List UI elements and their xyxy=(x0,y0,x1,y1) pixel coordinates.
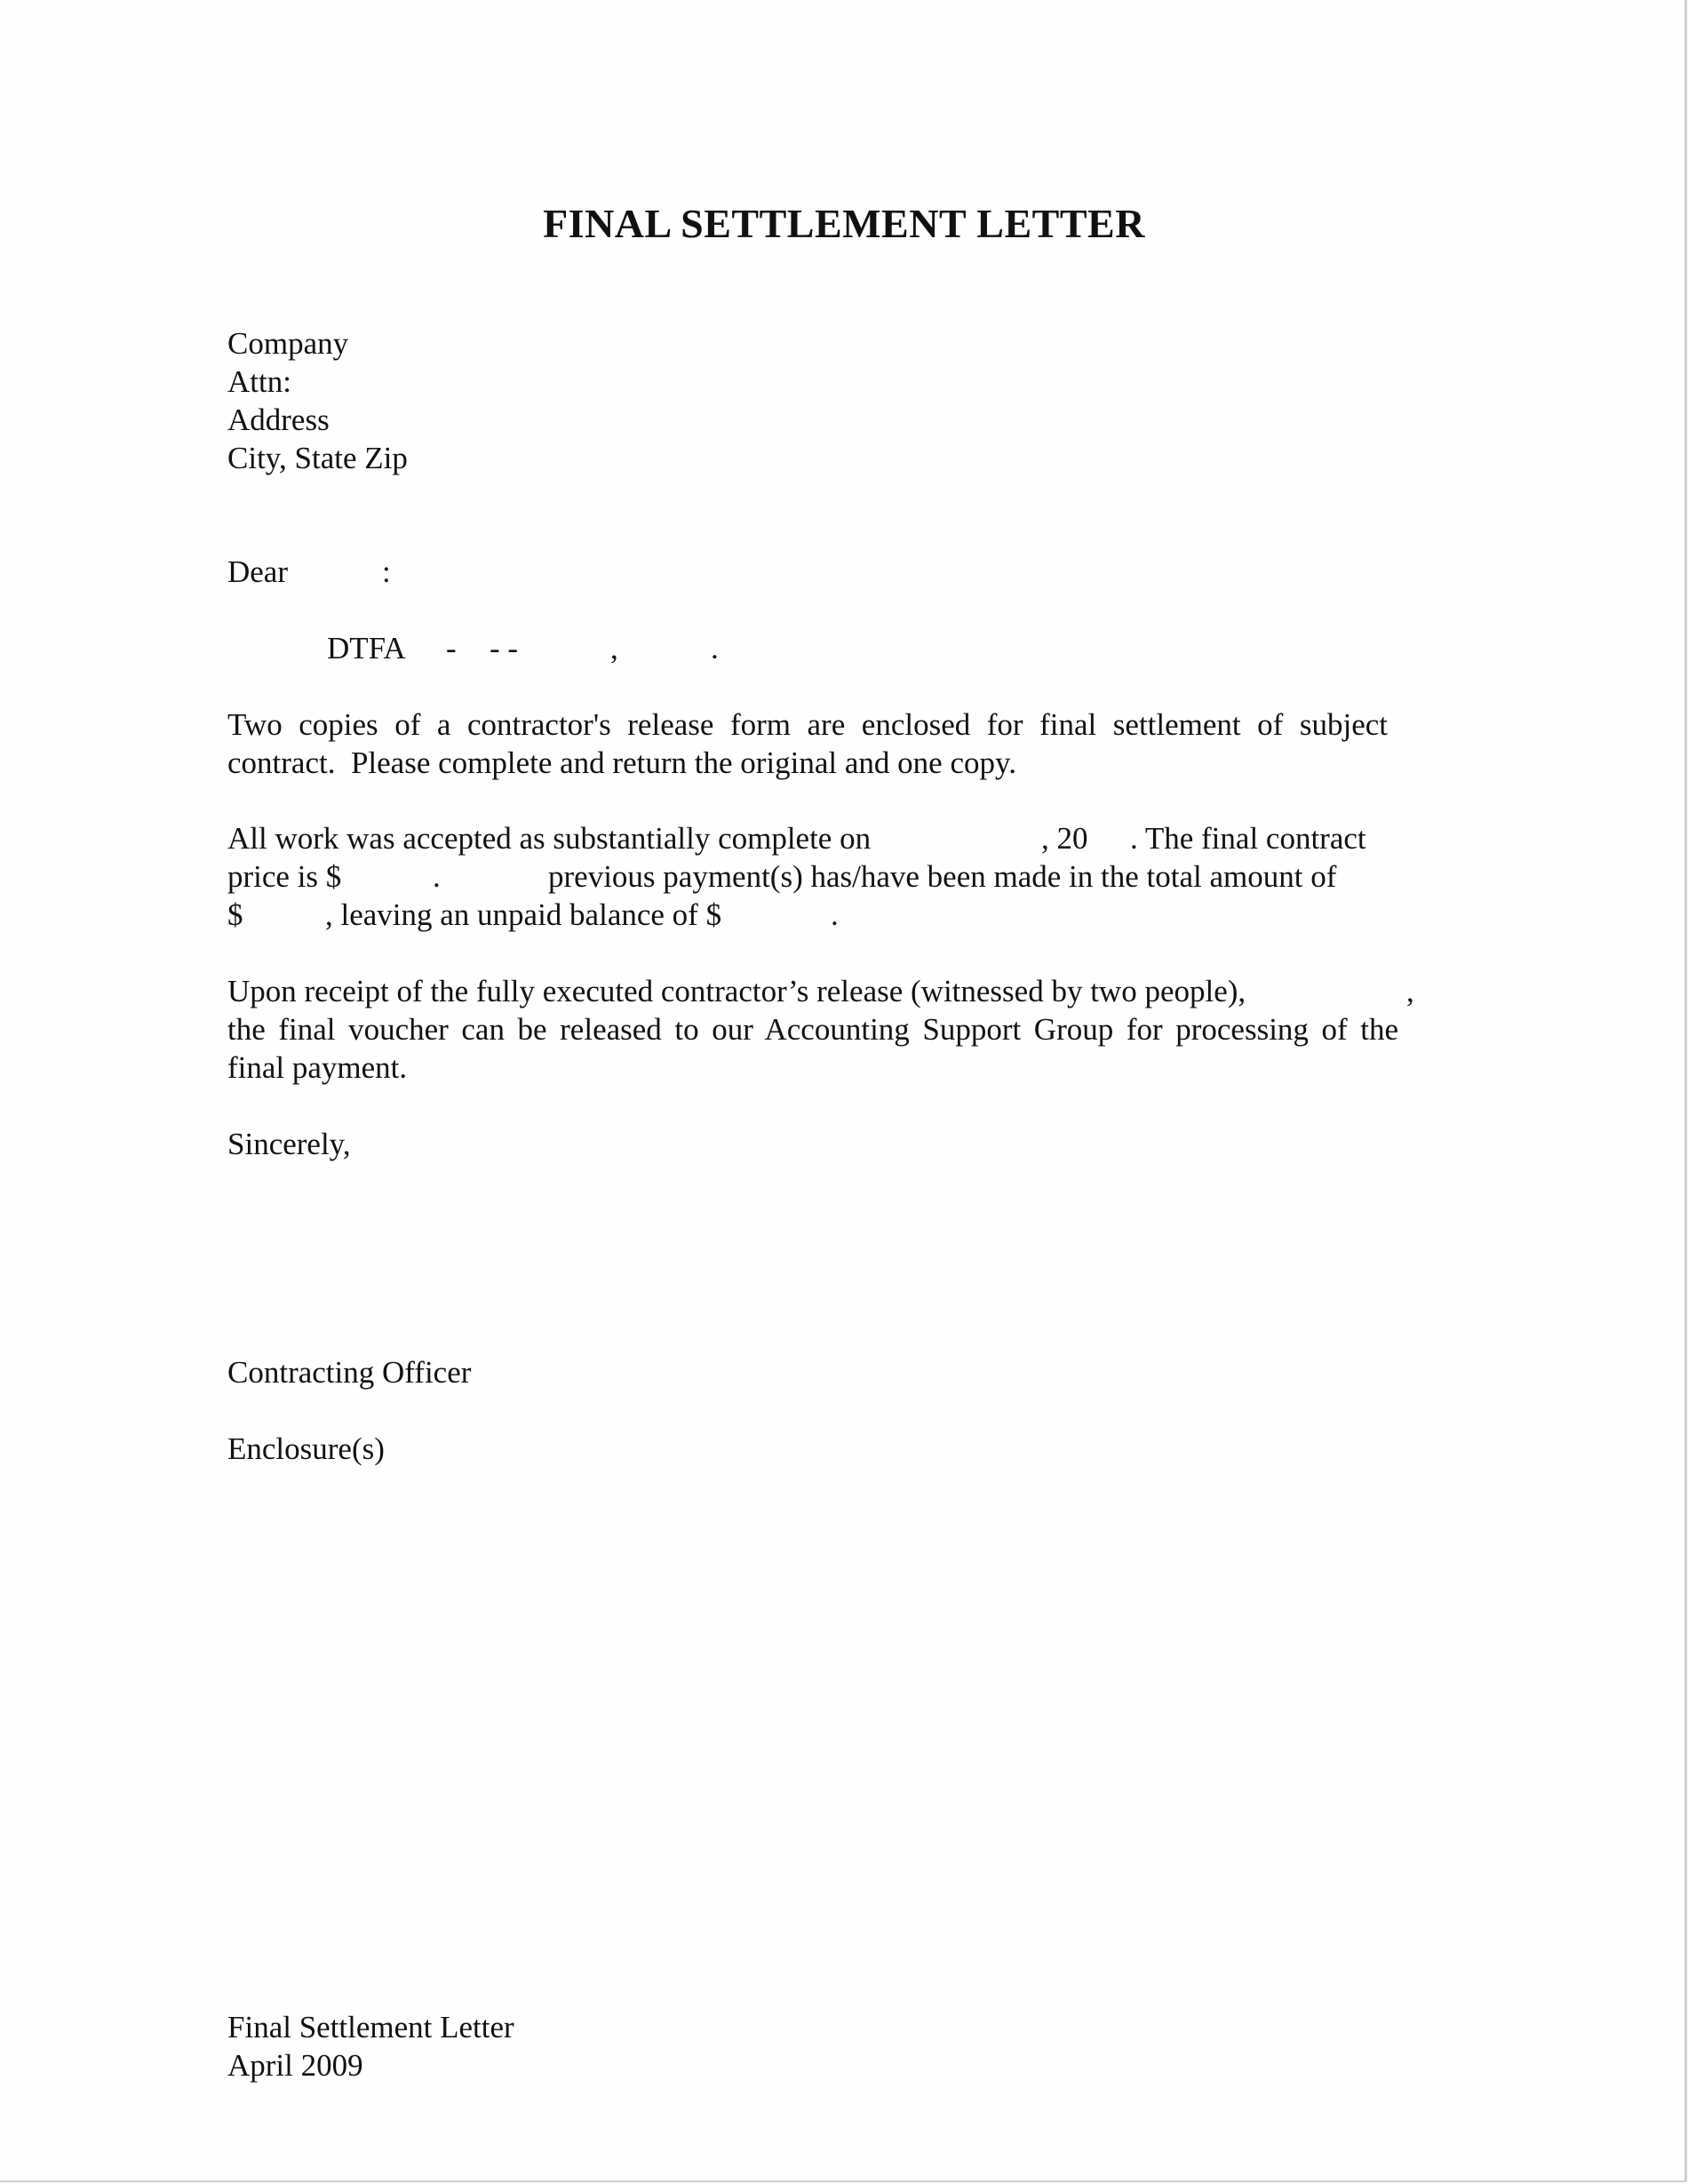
address-street: Address xyxy=(227,403,330,437)
paragraph-3-line-2: the final voucher can be released to our Accounting Support Group for processing of the xyxy=(227,1012,1398,1047)
paragraph-3-line-1b: , xyxy=(1406,974,1414,1008)
subject-prefix: DTFA xyxy=(327,631,406,666)
paragraph-1-line-1: Two copies of a contractor's release form are enclosed for final settlement of subject xyxy=(227,707,1388,742)
salutation-dear: Dear xyxy=(227,554,289,589)
subject-period: . xyxy=(711,631,719,666)
paragraph-2-line-2c: previous payment(s) has/have been made in the total amount of xyxy=(548,859,1337,894)
paragraph-1-line-2: contract. Please complete and return the original and one copy. xyxy=(227,745,1016,780)
enclosure-note: Enclosure(s) xyxy=(227,1431,385,1466)
salutation-colon: : xyxy=(382,554,391,589)
paragraph-2-line-1b: , 20 xyxy=(1041,821,1088,856)
paragraph-2-line-3a: $ xyxy=(227,897,243,932)
letter-title: FINAL SETTLEMENT LETTER xyxy=(543,201,1145,246)
signature-title: Contracting Officer xyxy=(227,1355,472,1390)
address-attn: Attn: xyxy=(227,364,291,399)
address-company: Company xyxy=(227,326,349,361)
paragraph-2-line-1c: . The final contract xyxy=(1130,821,1366,856)
subject-comma: , xyxy=(610,631,618,666)
paragraph-2-line-1a: All work was accepted as substantially complete on xyxy=(227,821,872,856)
paragraph-2-line-2a: price is $ xyxy=(227,859,342,894)
footer-document-name: Final Settlement Letter xyxy=(227,2010,514,2045)
closing: Sincerely, xyxy=(227,1127,351,1161)
paragraph-2-line-3c: . xyxy=(831,897,839,932)
paragraph-2-line-3b: , leaving an unpaid balance of $ xyxy=(325,897,722,932)
address-city-state-zip: City, State Zip xyxy=(227,441,408,475)
paragraph-3-line-1a: Upon receipt of the fully executed contractor’s release (witnessed by two people), xyxy=(227,974,1246,1008)
subject-dash-2: - - xyxy=(490,631,519,666)
subject-dash-1: - xyxy=(446,631,457,666)
paragraph-2-line-2b: . xyxy=(433,859,441,894)
footer-date: April 2009 xyxy=(227,2048,363,2083)
paragraph-3-line-3: final payment. xyxy=(227,1050,408,1085)
